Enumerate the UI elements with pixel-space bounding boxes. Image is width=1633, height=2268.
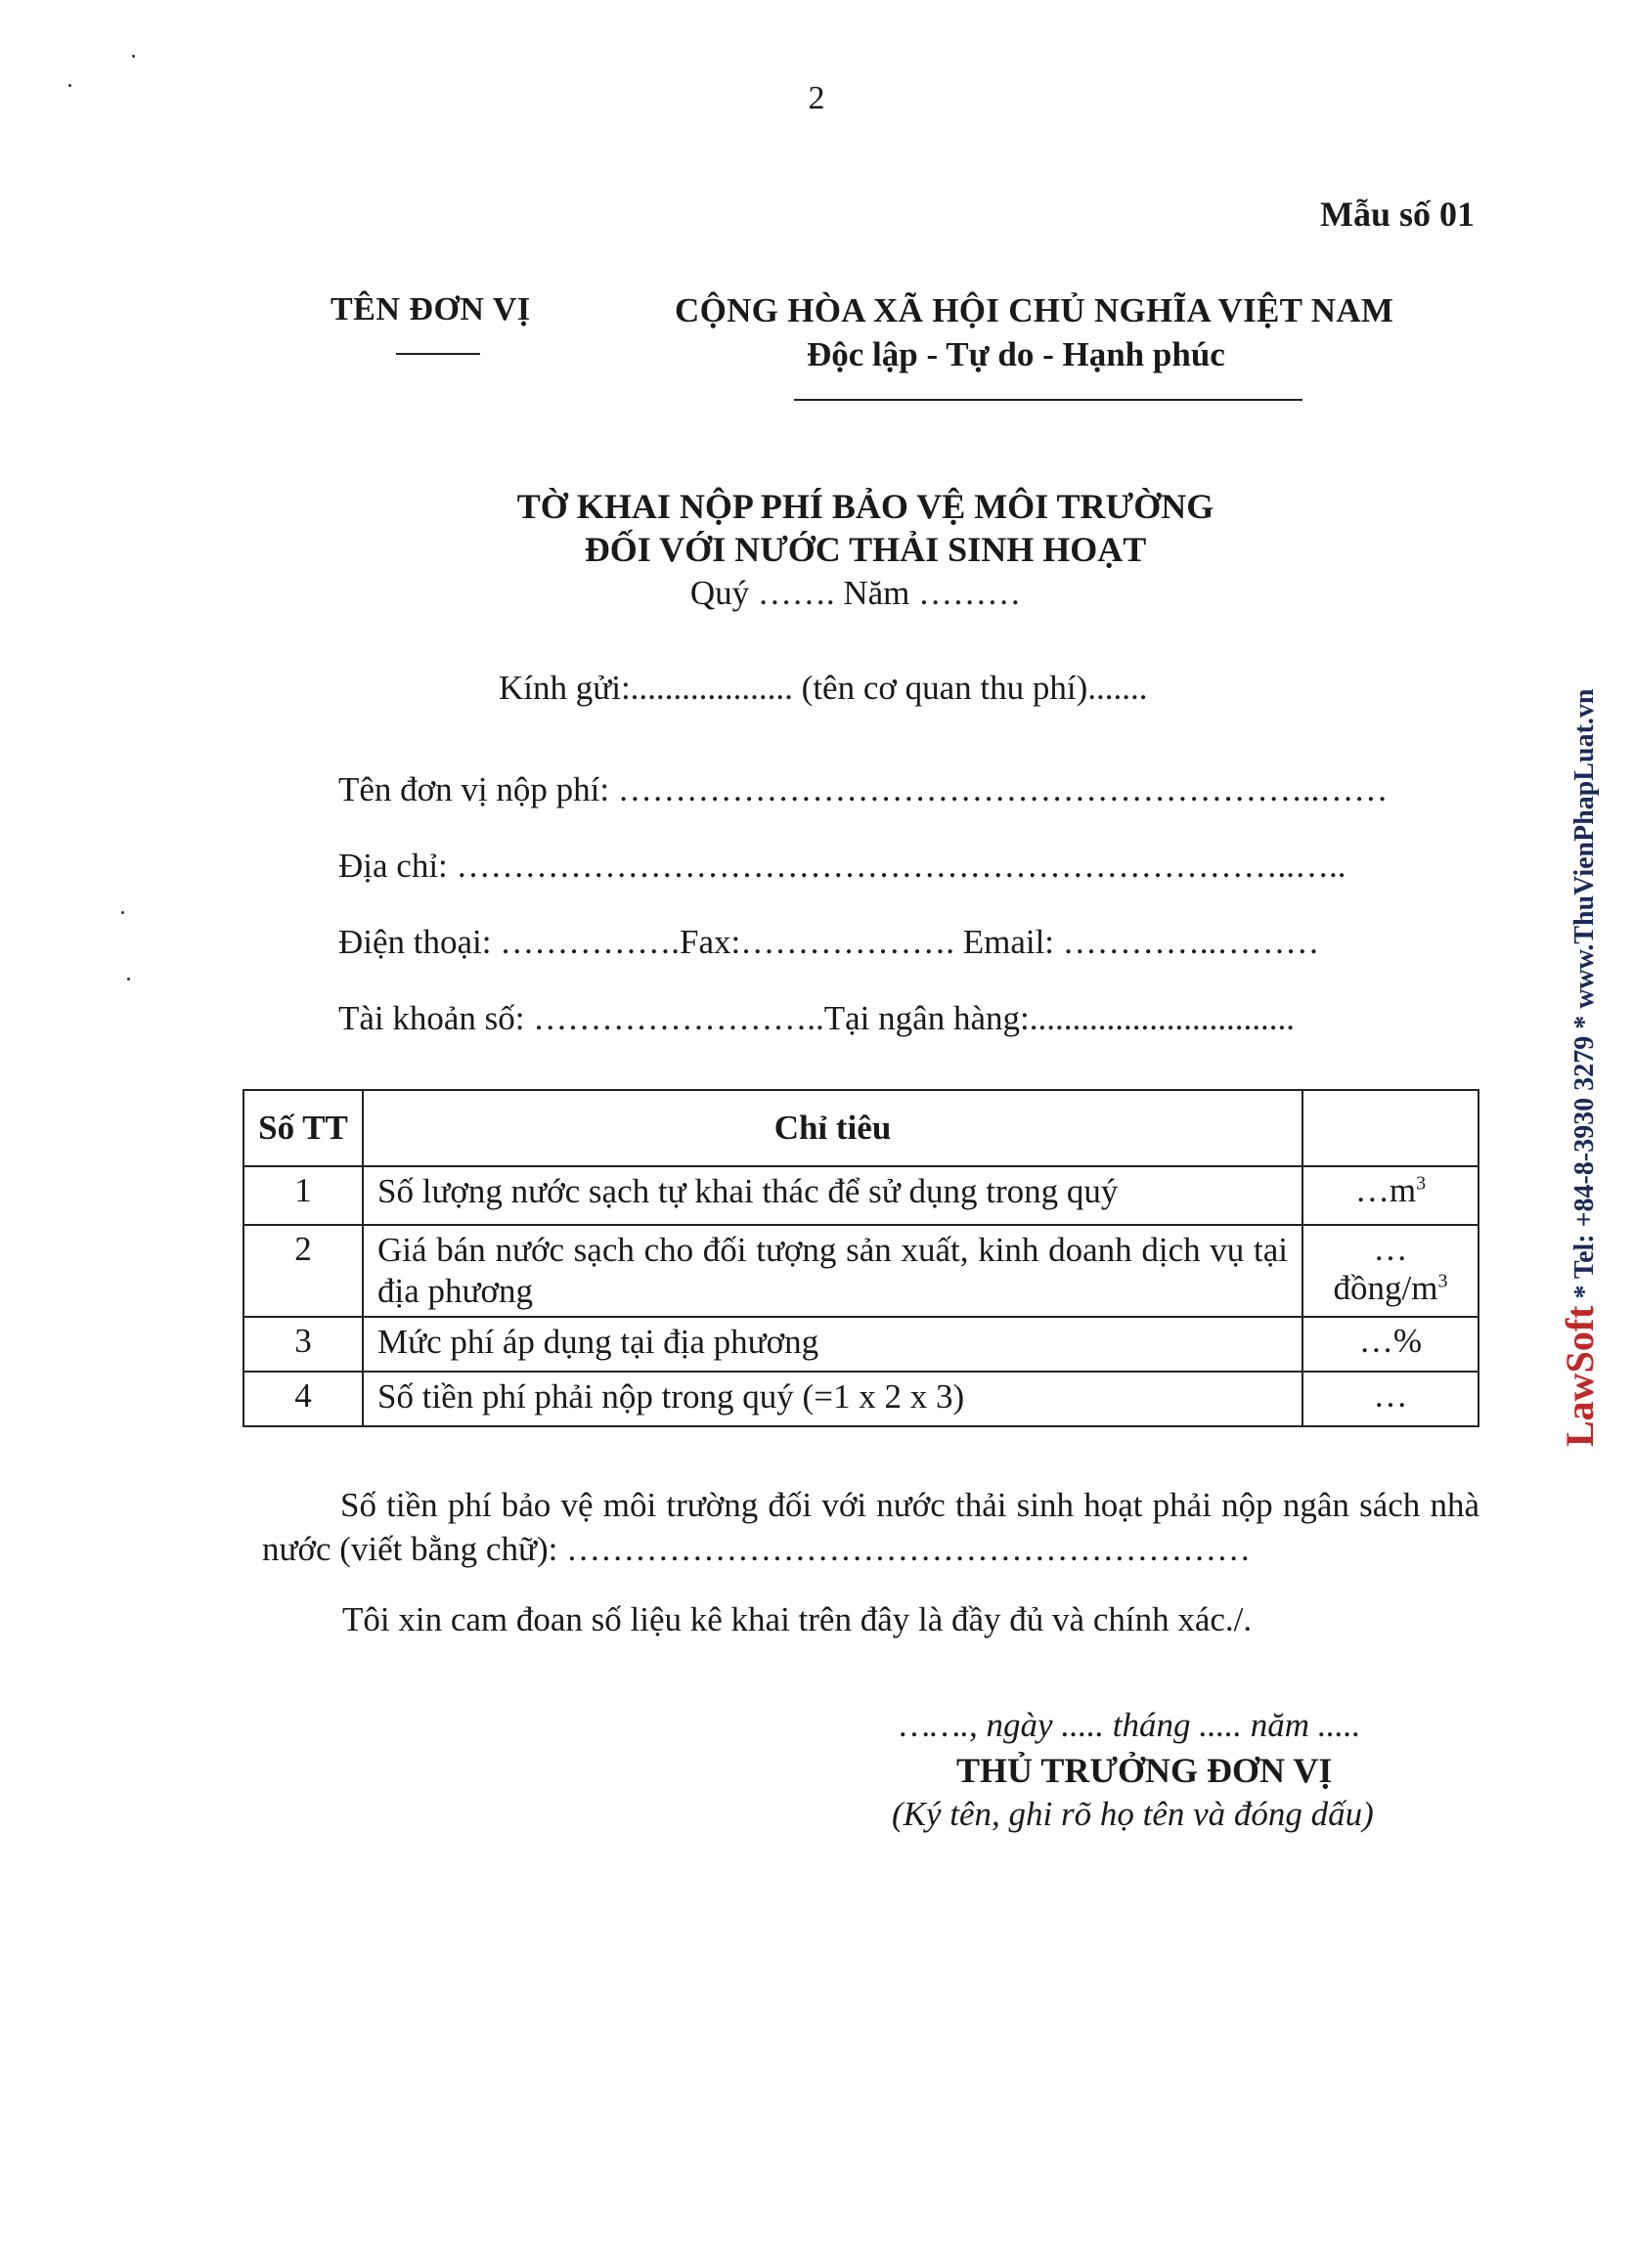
fee-table <box>243 1089 1479 1427</box>
row-value-sup: 3 <box>1416 1172 1427 1195</box>
signature-note: (Ký tên, ghi rõ họ tên và đóng dấu) <box>892 1795 1374 1833</box>
row-number: 4 <box>243 1372 363 1426</box>
table-row <box>243 1317 1479 1372</box>
signature-dateline: ……., ngày ..... tháng ..... năm ..... <box>900 1706 1361 1744</box>
nation-heading: CỘNG HÒA XÃ HỘI CHỦ NGHĨA VIỆT NAM <box>675 291 1394 329</box>
motto: Độc lập - Tự do - Hạnh phúc <box>807 335 1225 373</box>
scan-speck <box>132 55 135 58</box>
document-title-line1: TỜ KHAI NỘP PHÍ BẢO VỆ MÔI TRƯỜNG <box>516 487 1214 526</box>
contact-field: Điện thoại: …………….Fax:………………. Email: …………..……… <box>338 923 1320 961</box>
recipient-line: Kính gửi:................... (tên cơ quan thu phí)....... <box>499 669 1148 707</box>
header-indicator: Chỉ tiêu <box>363 1090 1302 1166</box>
commitment-statement: Tôi xin cam đoan số liệu kê khai trên đây là đầy đủ và chính xác./. <box>342 1600 1253 1638</box>
unit-name-underline <box>396 353 480 355</box>
scan-speck <box>121 911 124 914</box>
row-value <box>1302 1166 1479 1225</box>
document-title-line2: ĐỐI VỚI NƯỚC THẢI SINH HOẠT <box>584 530 1147 569</box>
lawsoft-watermark <box>1557 689 1603 1448</box>
row-indicator: Số tiền phí phải nộp trong quý (=1 x 2 x 3) <box>363 1372 1302 1426</box>
row-value-text: …m <box>1354 1171 1417 1209</box>
row-value: …% <box>1302 1317 1479 1372</box>
reporting-period: Quý ……. Năm ……… <box>689 574 1022 612</box>
row-indicator: Giá bán nước sạch cho đối tượng sản xuất, kinh doanh dịch vụ tại địa phương <box>363 1225 1302 1317</box>
watermark-law: Law <box>1558 1373 1602 1447</box>
unit-name-heading: TÊN ĐƠN VỊ <box>331 291 531 327</box>
bank-account-field: Tài khoản số: ……………………..Tại ngân hàng:............................... <box>338 999 1295 1037</box>
row-number: 3 <box>243 1317 363 1372</box>
row-value-sup: 3 <box>1437 1270 1448 1292</box>
table-row <box>243 1166 1479 1225</box>
row-number: 1 <box>243 1166 363 1225</box>
motto-underline <box>794 399 1302 401</box>
row-value-line1: … <box>1373 1230 1408 1268</box>
table-row <box>243 1372 1479 1426</box>
row-number: 2 <box>243 1225 363 1317</box>
table-row <box>243 1225 1479 1317</box>
row-value: … <box>1302 1372 1479 1426</box>
header-no: Số TT <box>243 1090 363 1166</box>
address-field: Địa chỉ: ………………………………………………………………..….. <box>338 847 1346 885</box>
payer-name-field: Tên đơn vị nộp phí: ……………………………………………………..…… <box>338 770 1389 808</box>
table-header-row <box>243 1090 1479 1166</box>
page-number: 2 <box>808 80 825 116</box>
scan-speck <box>127 978 130 981</box>
signatory-title: THỦ TRƯỞNG ĐƠN VỊ <box>956 1751 1333 1790</box>
row-value-line2: đồng/m <box>1333 1269 1438 1307</box>
amount-in-words: Số tiền phí bảo vệ môi trường đối với nước thải sinh hoạt phải nộp ngân sách nhà nước (viết bằng chữ): …………………………………………………… <box>262 1486 1479 1568</box>
header-value <box>1302 1090 1479 1166</box>
row-indicator: Mức phí áp dụng tại địa phương <box>363 1317 1302 1372</box>
row-indicator: Số lượng nước sạch tự khai thác để sử dụng trong quý <box>363 1166 1302 1225</box>
watermark-contact: * Tel: +84-8-3930 3279 * www.ThuVienPhapLuat.vn <box>1569 688 1600 1306</box>
watermark-soft: Soft <box>1558 1305 1602 1374</box>
form-code: Mẫu số 01 <box>1319 195 1475 234</box>
row-value <box>1302 1225 1479 1317</box>
